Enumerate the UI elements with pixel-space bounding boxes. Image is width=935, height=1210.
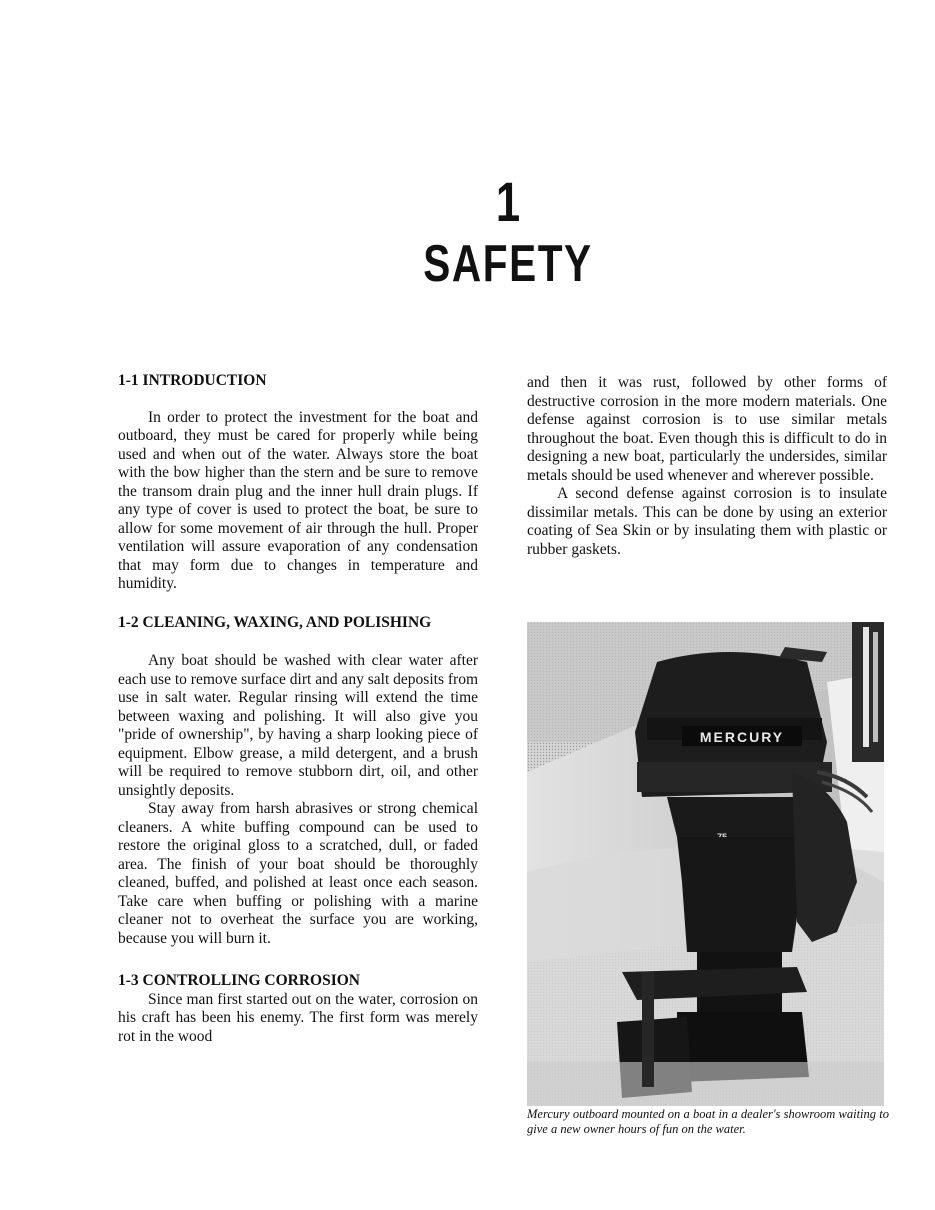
corrosion-paragraph-1: Since man first started out on the water, corrosion on his craft has been his enemy. The first form was merely rot in the wood xyxy=(118,990,478,1045)
chapter-number: 1 xyxy=(495,170,521,233)
left-column xyxy=(118,372,478,1046)
right-column xyxy=(527,374,887,559)
section-heading-corrosion: 1-3 CONTROLLING CORROSION xyxy=(118,972,360,989)
figure-caption: Mercury outboard mounted on a boat in a dealer's showroom waiting to give a new owner hours of fun on the water. xyxy=(527,1107,889,1136)
intro-paragraph: In order to protect the investment for the boat and outboard, they must be cared for properly while being used and when out of the water. Always store the boat with the bow higher than the stern and be sure to remove the transom drain plug and the inner hull drain plugs. If any type of cover is used to protect the boat, be sure to allow for some movement of air through the hull. Proper ventilation will assure evaporation of any condensation that may form due to changes in temperature and humidity. xyxy=(118,408,478,592)
chapter-title: SAFETY xyxy=(423,235,593,293)
cleaning-paragraph-1: Any boat should be washed with clear water after each use to remove surface dirt and any salt deposits from use in salt water. Regular rinsing will extend the time between waxing and polishing. It will also give you "pride of ownership", by having a sharp looking piece of equipment. Elbow grease, a mild detergent, and a brush will be required to remove stubborn dirt, oil, and other unsightly deposits. xyxy=(118,652,478,799)
section-heading-introduction: 1-1 INTRODUCTION xyxy=(118,372,267,389)
corrosion-paragraph-1-continued: and then it was rust, followed by other forms of destructive corrosion in the more modern materials. One defense against corrosion is to use similar metals throughout the boat. Even though this is difficult to do in designing a new boat, particularly the undersides, similar metals should be used whenever and wherever possible. xyxy=(527,374,887,484)
outboard-motor-illustration xyxy=(527,622,884,1106)
mercury-logo-text: MERCURY xyxy=(699,729,785,745)
cleaning-paragraph-2: Stay away from harsh abrasives or strong chemical cleaners. A white buffing compound can be used to restore the original gloss to a scratched, dull, or faded area. The finish of your boat should be thoroughly cleaned, buffed, and polished at least once each season. Take care when buffing or polishing with a marine cleaner not to overheat the surface you are working, because you will burn it. xyxy=(118,800,478,947)
section-heading-cleaning: 1-2 CLEANING, WAXING, AND POLISHING xyxy=(118,613,432,631)
corrosion-paragraph-2: A second defense against corrosion is to insulate dissimilar metals. This can be done by using an exterior coating of Sea Skin or by insulating them with plastic or rubber gaskets. xyxy=(527,485,887,558)
outboard-motor-photo xyxy=(527,622,884,1106)
